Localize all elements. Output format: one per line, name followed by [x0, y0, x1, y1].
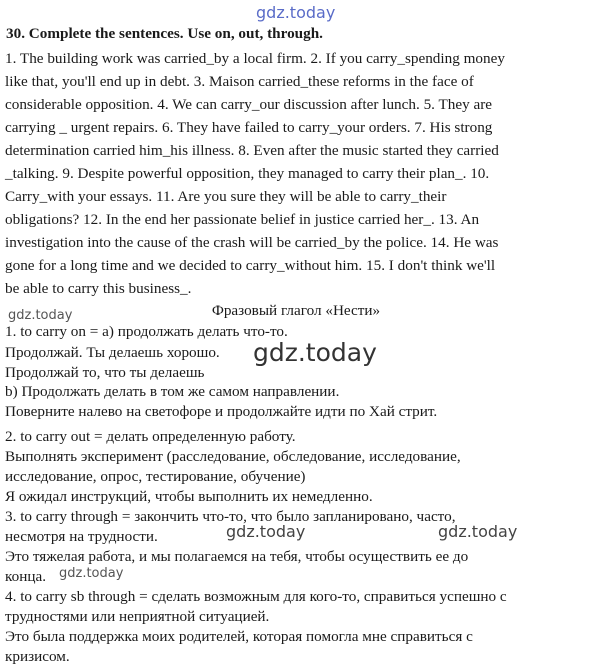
note-line: трудностями или неприятной ситуацией. [5, 608, 270, 625]
exercise-title: 30. Complete the sentences. Use on, out, through. [6, 25, 323, 42]
watermark-small: gdz.today [8, 308, 73, 323]
note-line: исследование, опрос, тестирование, обучение) [5, 468, 306, 485]
note-line: 4. to carry sb through = сделать возможным для кого-то, справиться успешно с [5, 588, 507, 605]
note-line: Поверните налево на светофоре и продолжайте идти по Хай стрит. [5, 403, 438, 420]
watermark-mid-left: gdz.today [226, 522, 306, 541]
exercise-line: gone for a long time and we decided to carry_without him. 15. I don't think we'll [5, 257, 496, 274]
note-line: Продолжай. Ты делаешь хорошо. [5, 344, 220, 361]
exercise-line: be able to carry this business_. [5, 280, 192, 297]
exercise-line: considerable opposition. 4. We can carry_our discussion after lunch. 5. They are [5, 96, 493, 113]
watermark-top: gdz.today [256, 3, 336, 22]
note-line: кризисом. [5, 648, 70, 665]
exercise-line: investigation into the cause of the crash will be carried_by the police. 14. He was [5, 234, 499, 251]
note-line: Выполнять эксперимент (расследование, обследование, исследование, [5, 448, 461, 465]
note-line: несмотря на трудности. [5, 528, 158, 545]
section-title: Фразовый глагол «Нести» [211, 302, 381, 319]
note-line: Это была поддержка моих родителей, которая помогла мне справиться с [5, 628, 473, 645]
note-line: конца. [5, 568, 46, 585]
note-line: 2. to carry out = делать определенную работу. [5, 428, 296, 445]
note-line: Продолжай то, что ты делаешь [5, 364, 205, 381]
note-line: Это тяжелая работа, и мы полагаемся на тебя, чтобы осуществить ее до [5, 548, 469, 565]
exercise-line: carrying _ urgent repairs. 6. They have failed to carry_your orders. 7. His strong [5, 119, 493, 136]
exercise-line: 1. The building work was carried_by a local firm. 2. If you carry_spending money [5, 50, 505, 67]
note-line: 1. to carry on = а) продолжать делать что-то. [5, 323, 288, 340]
exercise-line: Carry_with your essays. 11. Are you sure they will be able to carry_their [5, 188, 447, 205]
note-line: b) Продолжать делать в том же самом направлении. [5, 383, 340, 400]
exercise-line: like that, you'll end up in debt. 3. Maison carried_these reforms in the face of [5, 73, 474, 90]
exercise-line: obligations? 12. In the end her passionate belief in justice carried her_. 13. An [5, 211, 480, 228]
note-line: 3. to carry through = закончить что-то, что было запланировано, часто, [5, 508, 456, 525]
exercise-line: _talking. 9. Despite powerful opposition, they managed to carry their plan_. 10. [5, 165, 490, 182]
watermark-mid-right: gdz.today [438, 522, 518, 541]
watermark-small-bottom: gdz.today [59, 566, 124, 581]
watermark-large: gdz.today [253, 338, 377, 367]
note-line: Я ожидал инструкций, чтобы выполнить их немедленно. [5, 488, 373, 505]
exercise-line: determination carried him_his illness. 8. Even after the music started they carried [5, 142, 499, 159]
